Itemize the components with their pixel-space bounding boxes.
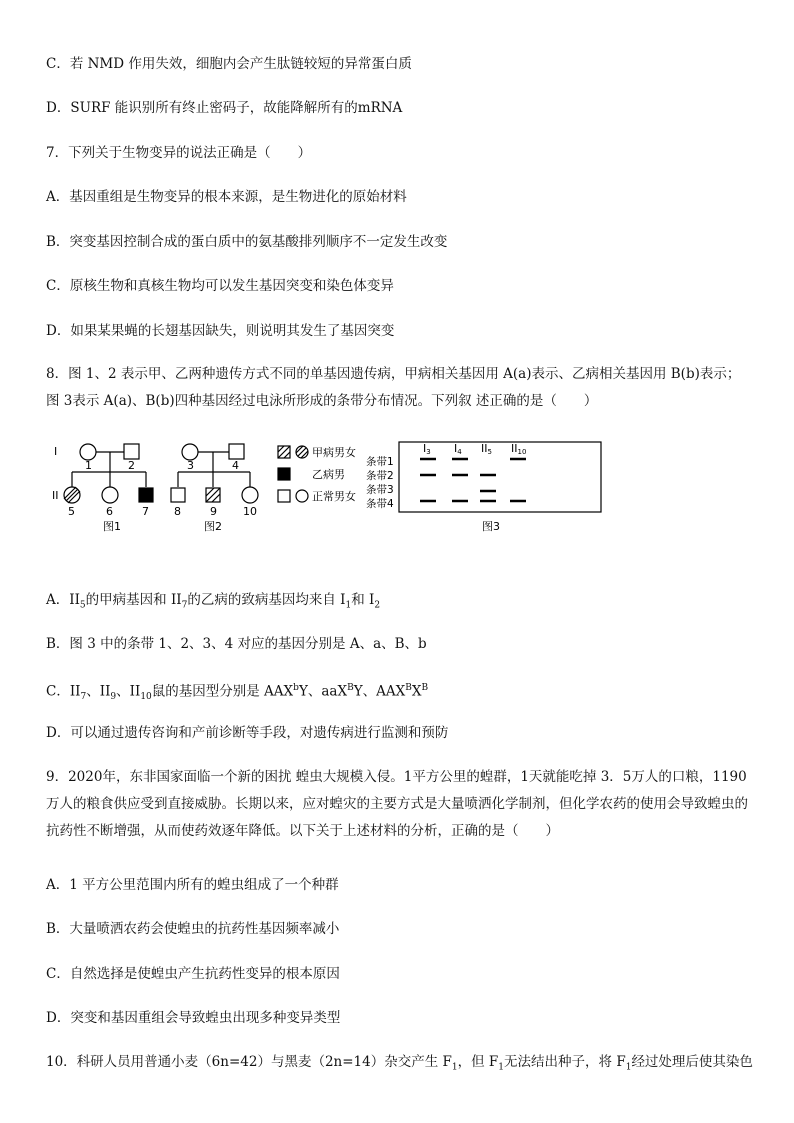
q7-option-a: A．基因重组是生物变异的根本来源，是生物进化的原始材料	[46, 189, 407, 205]
generation-label-i: I	[54, 445, 58, 458]
svg-text:2: 2	[128, 459, 135, 472]
q9-option-a: A．1 平方公里范围内所有的蝗虫组成了一个种群	[46, 877, 339, 893]
svg-text:I3: I3	[423, 442, 431, 456]
svg-text:8: 8	[174, 505, 181, 518]
svg-text:1: 1	[85, 459, 92, 472]
svg-text:II5: II5	[481, 442, 492, 456]
svg-text:7: 7	[142, 505, 149, 518]
q9-stem: 9．2020年，东非国家面临一个新的困扰 蝗虫大规模入侵。1平方公里的蝗群，1天就能吃掉 3．5万人的口粮，1190万人的粮食供应受到直接威胁。长期以来，应对蝗灾的主要方式是大量喷洒化学制剂，但化学农药的使用会导致蝗虫的抗药性不断增强，从而使药效逐年降低。以下关于上述材料的分析，正确的是（ ）	[46, 769, 748, 839]
svg-text:I4: I4	[454, 442, 462, 456]
q9-option-b: B．大量喷洒农药会使蝗虫的抗药性基因频率减小	[46, 921, 340, 937]
svg-text:5: 5	[68, 505, 75, 518]
pedigree-female-1	[80, 444, 96, 460]
legend-affected-b: 乙病男	[312, 468, 345, 481]
svg-text:条带3: 条带3	[366, 484, 394, 496]
pedigree-female-6	[102, 487, 118, 503]
q8-option-d: D．可以通过遗传咨询和产前诊断等手段，对遗传病进行监测和预防	[46, 725, 449, 741]
svg-text:条带1: 条带1	[366, 456, 394, 468]
svg-text:条带2: 条带2	[366, 470, 394, 482]
q6-option-c: C．若 NMD 作用失效，细胞内会产生肽链较短的异常蛋白质	[46, 56, 412, 72]
svg-text:条带4: 条带4	[366, 498, 394, 510]
q7-option-c: C．原核生物和真核生物均可以发生基因突变和染色体变异	[46, 278, 394, 294]
svg-text:II10: II10	[511, 442, 527, 456]
q6-option-d: D．SURF 能识别所有终止密码子，故能降解所有的mRNA	[46, 100, 403, 116]
q10-stem: 10．科研人员用普通小麦（6n=42）与黑麦（2n=14）杂交产生 $F_1$，但 $F_1$无法结出种子，将 $F_1$经过处理后使其染色	[46, 1054, 753, 1073]
legend-normal: 正常男女	[312, 490, 356, 503]
q7-option-b: B．突变基因控制合成的蛋白质中的氨基酸排列顺序不一定发生改变	[46, 234, 448, 250]
figure-2-caption: 图2	[204, 520, 222, 533]
q7-stem: 7．下列关于生物变异的说法正确是（ ）	[46, 145, 312, 161]
svg-text:9: 9	[210, 505, 217, 518]
svg-text:10: 10	[243, 505, 257, 518]
pedigree-male-2	[124, 444, 139, 459]
q8-stem: 8．图 1、2 表示甲、乙两种遗传方式不同的单基因遗传病，甲病相关基因用 A(a)表示、乙病相关基因用 B(b)表示；图 3表示 A(a)、B(b)四种基因经过电泳所形成的条带分布情况。下列叙 述正确的是（ ）	[46, 366, 741, 409]
pedigree-figure	[46, 438, 756, 538]
q9-option-c: C．自然选择是使蝗虫产生抗药性变异的根本原因	[46, 966, 340, 982]
q8-option-b: B．图 3 中的条带 1、2、3、4 对应的基因分别是 A、a、B、b	[46, 636, 427, 652]
q9-option-d: D．突变和基因重组会导致蝗虫出现多种变异类型	[46, 1010, 341, 1026]
figure-1-caption: 图1	[103, 520, 121, 533]
q8-option-c: C．$II_7$、$II_9$、$II_{10}$鼠的基因型分别是 AAX$^b$Y、aaX$^B$Y、$AAX^BX^B$	[46, 683, 429, 703]
svg-text:6: 6	[106, 505, 113, 518]
figure-3-caption: 图3	[482, 520, 500, 533]
q8-option-a: A．$II_5$的甲病基因和 $II_7$的乙病的致病基因均来自 $I_1$和 $I_2$	[46, 592, 381, 611]
svg-text:3: 3	[187, 459, 194, 472]
q7-option-d: D．如果某果蝇的长翅基因缺失，则说明其发生了基因突变	[46, 323, 395, 339]
pedigree-male-7-affected	[139, 488, 153, 502]
legend-affected-a: 甲病男女	[312, 446, 356, 459]
generation-label-ii: II	[52, 489, 59, 502]
svg-text:4: 4	[232, 459, 239, 472]
